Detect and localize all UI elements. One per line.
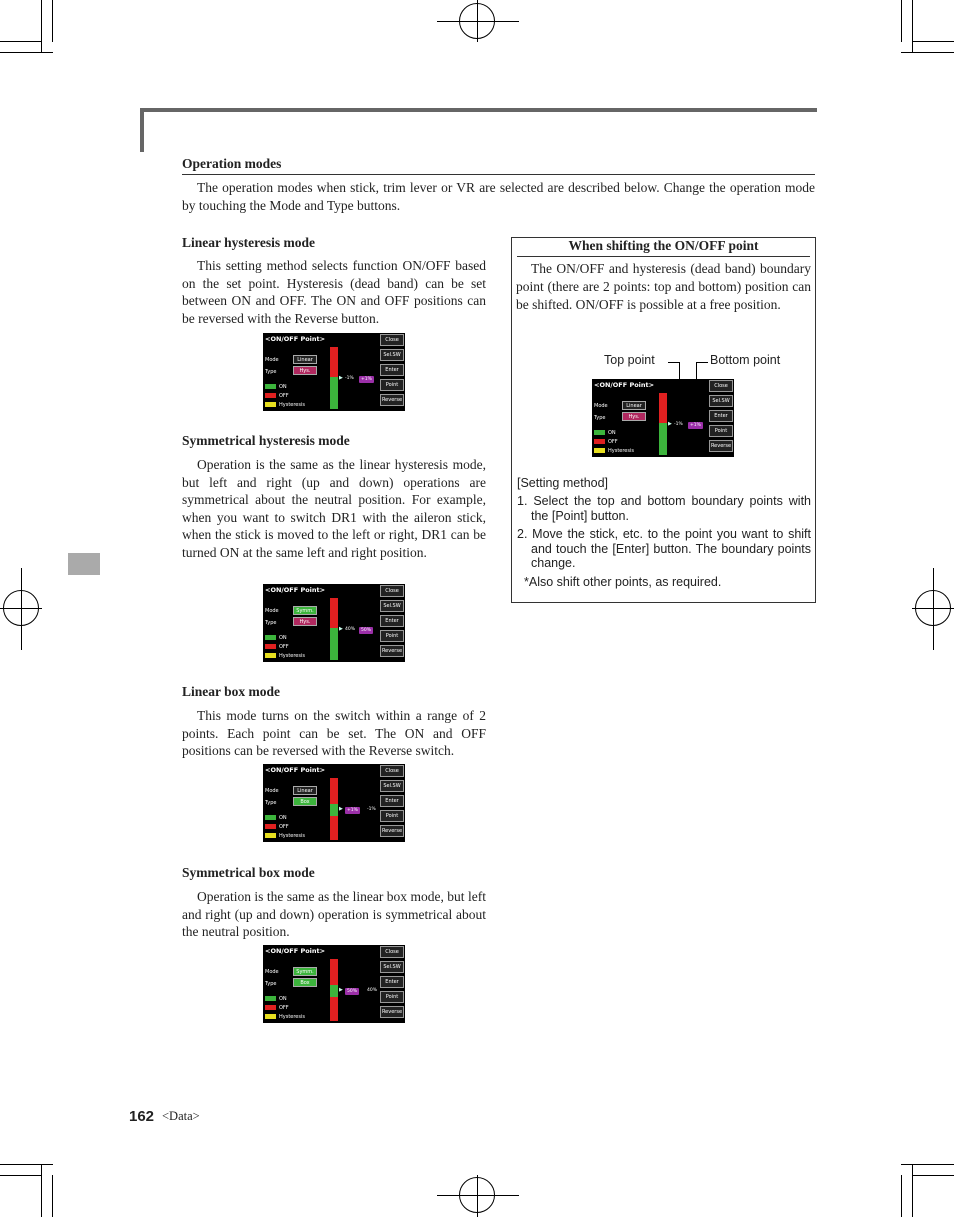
switch-bar-on: [330, 377, 338, 409]
enter-button[interactable]: Enter: [709, 410, 733, 422]
point-value: -1%: [674, 422, 683, 427]
reverse-button[interactable]: Reverse: [380, 1006, 404, 1018]
legend-swatch: [265, 635, 276, 640]
bottom-point-label: Bottom point: [710, 353, 781, 367]
section-intro-block: [182, 179, 815, 214]
mode-body-block: [182, 257, 486, 327]
type-button[interactable]: Box: [293, 978, 317, 987]
top-point-label: Top point: [604, 353, 655, 367]
pointer-arrow: ▶: [339, 806, 343, 812]
mode-label: Mode: [265, 969, 279, 975]
legend-swatch: [594, 430, 605, 435]
point-value: +1%: [361, 377, 372, 382]
switch-bar-on: [330, 804, 338, 816]
mode-body: This mode turns on the switch within a range of 2 points. Each point can be set. The ON and OFF positions can be reversed with the Reverse switch.: [182, 708, 486, 759]
point-value: 50%: [347, 989, 358, 994]
setting-step: 2. Move the stick, etc. to the point you want to shift and touch the [Enter] button. The boundary points change.: [517, 527, 811, 570]
reverse-button[interactable]: Reverse: [380, 825, 404, 837]
legend-swatch: [265, 653, 276, 658]
type-label: Type: [265, 981, 277, 987]
legend-swatch: [265, 644, 276, 649]
legend-swatch: [265, 824, 276, 829]
legend-label: Hysteresis: [279, 1014, 305, 1020]
enter-button[interactable]: Enter: [380, 615, 404, 627]
legend-label: Hysteresis: [608, 448, 634, 454]
point-button[interactable]: Point: [380, 991, 404, 1003]
mode-label: Mode: [265, 357, 279, 363]
close-button[interactable]: Close: [380, 765, 404, 777]
point-value: +1%: [347, 808, 358, 813]
info-box-body-block: [516, 260, 811, 314]
screen-title: <ON/OFF Point>: [265, 947, 326, 955]
mode-heading: Symmetrical box mode: [182, 865, 315, 880]
legend-label: ON: [608, 430, 616, 436]
onoff-screen: [263, 764, 405, 842]
legend-label: OFF: [279, 1005, 289, 1011]
switch-bar-on: [330, 628, 338, 660]
page-number: 162: [129, 1108, 155, 1125]
mode-body-block: [182, 888, 486, 941]
bottom-point-leader: [696, 362, 708, 363]
legend-swatch: [265, 833, 276, 838]
mode-body: This setting method selects function ON/OFF based on the set point. Hysteresis (dead band) can be set between ON and OFF. The ON and OFF positions can be reversed with the Reverse button.: [182, 258, 486, 326]
legend-swatch: [594, 448, 605, 453]
info-box-title: When shifting the ON/OFF point: [568, 238, 759, 253]
legend-swatch: [265, 815, 276, 820]
legend-label: Hysteresis: [279, 833, 305, 839]
info-box-rule: [517, 256, 810, 257]
enter-button[interactable]: Enter: [380, 976, 404, 988]
mode-label: Mode: [265, 608, 279, 614]
pointer-arrow: ▶: [339, 987, 343, 993]
point-button[interactable]: Point: [380, 810, 404, 822]
legend-label: ON: [279, 384, 287, 390]
onoff-screen: [263, 584, 405, 662]
reverse-button[interactable]: Reverse: [380, 645, 404, 657]
mode-heading: Linear box mode: [182, 684, 281, 699]
type-label: Type: [265, 800, 277, 806]
mode-button[interactable]: Linear: [293, 355, 317, 364]
enter-button[interactable]: Enter: [380, 364, 404, 376]
mode-button[interactable]: Linear: [622, 401, 646, 410]
selsw-button[interactable]: Sel.SW: [380, 780, 404, 792]
point-button[interactable]: Point: [709, 425, 733, 437]
mode-button[interactable]: Symm.: [293, 967, 317, 976]
mode-button[interactable]: Linear: [293, 786, 317, 795]
reverse-button[interactable]: Reverse: [709, 440, 733, 452]
mode-heading: Linear hysteresis mode: [182, 235, 315, 250]
point-value: 40%: [367, 988, 378, 993]
point-value: -1%: [367, 807, 376, 812]
type-button[interactable]: Box: [293, 797, 317, 806]
legend-label: OFF: [279, 393, 289, 399]
point-button[interactable]: Point: [380, 379, 404, 391]
onoff-screen: [263, 333, 405, 411]
legend-swatch: [265, 1005, 276, 1010]
pointer-arrow: ▶: [339, 626, 343, 632]
section-rule: [182, 174, 815, 175]
legend-label: Hysteresis: [279, 402, 305, 408]
legend-swatch: [265, 384, 276, 389]
type-button[interactable]: Hys.: [293, 617, 317, 626]
screen-title: <ON/OFF Point>: [265, 335, 326, 343]
section-title: Operation modes: [182, 156, 282, 171]
mode-label: Mode: [594, 403, 608, 409]
legend-label: OFF: [608, 439, 618, 445]
switch-bar-on: [330, 985, 338, 997]
legend-label: OFF: [279, 644, 289, 650]
mode-label: Mode: [265, 788, 279, 794]
close-button[interactable]: Close: [709, 380, 733, 392]
legend-label: ON: [279, 996, 287, 1002]
mode-heading: Symmetrical hysteresis mode: [182, 433, 350, 448]
legend-label: ON: [279, 815, 287, 821]
mode-button[interactable]: Symm.: [293, 606, 317, 615]
enter-button[interactable]: Enter: [380, 795, 404, 807]
legend-swatch: [594, 439, 605, 444]
screen-title: <ON/OFF Point>: [594, 381, 655, 389]
pointer-arrow: ▶: [339, 375, 343, 381]
legend-swatch: [265, 393, 276, 398]
type-label: Type: [265, 620, 277, 626]
point-button[interactable]: Point: [380, 630, 404, 642]
onoff-screen: [263, 945, 405, 1023]
screen-title: <ON/OFF Point>: [265, 586, 326, 594]
setting-method-title: [Setting method]: [517, 476, 609, 490]
mode-body-block: [182, 707, 486, 760]
header-bar: [140, 108, 817, 112]
switch-bar-on: [659, 423, 667, 455]
selsw-button[interactable]: Sel.SW: [380, 349, 404, 361]
type-label: Type: [594, 415, 606, 421]
chapter-tab: [68, 553, 100, 575]
legend-swatch: [265, 996, 276, 1001]
setting-note: *Also shift other points, as required.: [524, 575, 722, 589]
type-label: Type: [265, 369, 277, 375]
selsw-button[interactable]: Sel.SW: [380, 600, 404, 612]
point-value: 50%: [361, 628, 372, 633]
point-value: -1%: [345, 376, 354, 381]
selsw-button[interactable]: Sel.SW: [380, 961, 404, 973]
onoff-screen: [592, 379, 734, 457]
pointer-arrow: ▶: [668, 421, 672, 427]
legend-label: Hysteresis: [279, 653, 305, 659]
type-button[interactable]: Hys.: [293, 366, 317, 375]
info-box-body: The ON/OFF and hysteresis (dead band) boundary point (there are 2 points: top and bottom) position can be shifted. ON/OFF is possible at a free position.: [516, 261, 811, 312]
mode-body: Operation is the same as the linear box mode, but left and right (up and down) operation is symmetrical about the neutral position.: [182, 889, 486, 940]
setting-step: 1. Select the top and bottom boundary points with the [Point] button.: [517, 494, 811, 523]
legend-swatch: [265, 402, 276, 407]
close-button[interactable]: Close: [380, 334, 404, 346]
reverse-button[interactable]: Reverse: [380, 394, 404, 406]
section-label: <Data>: [162, 1109, 200, 1123]
mode-body: Operation is the same as the linear hysteresis mode, but left and right (up and down) operations are symmetrical about the neutral position. For example, when you want to switch DR1 with the aileron stick, when the stick is moved to the left or right, DR1 can be turned ON at the same left and right position.: [182, 457, 486, 560]
section-intro: The operation modes when stick, trim lever or VR are selected are described below. Change the operation mode by touching the Mode and Type buttons.: [182, 180, 815, 213]
legend-swatch: [265, 1014, 276, 1019]
type-button[interactable]: Hys.: [622, 412, 646, 421]
point-value: +1%: [690, 423, 701, 428]
mode-body-block: [182, 456, 486, 562]
screen-title: <ON/OFF Point>: [265, 766, 326, 774]
selsw-button[interactable]: Sel.SW: [709, 395, 733, 407]
info-box: [511, 237, 816, 603]
legend-label: ON: [279, 635, 287, 641]
close-button[interactable]: Close: [380, 946, 404, 958]
point-value: 40%: [345, 627, 356, 632]
close-button[interactable]: Close: [380, 585, 404, 597]
legend-label: OFF: [279, 824, 289, 830]
header-bar-left: [140, 108, 144, 152]
